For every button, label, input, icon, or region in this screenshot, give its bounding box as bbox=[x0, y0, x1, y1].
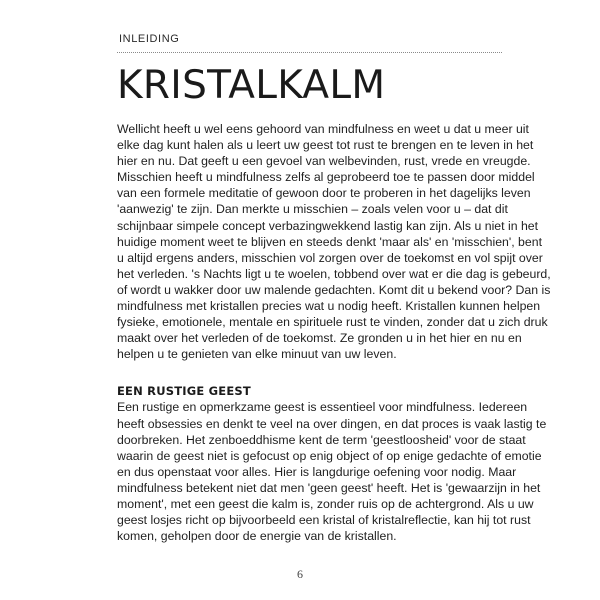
text-line: doorbreken. Het zenboeddhisme kent de term 'geestloosheid' voor de staat bbox=[117, 432, 526, 447]
text-line: moment', met een geest die kalm is, zonder ruis op de achtergrond. Als u uw bbox=[117, 496, 534, 511]
text-line: mindfulness met kristallen precies wat u nodig heeft. Kristallen kunnen helpen bbox=[117, 299, 541, 314]
text-line: van een formele meditatie of gewoon door te proberen in het dagelijks leven bbox=[117, 186, 531, 201]
text-line: elke dag kunt halen als u leert uw geest tot rust te brengen en te leven in het bbox=[117, 138, 534, 153]
text-line: Wellicht heeft u wel eens gehoord van mindfulness en weet u dat u meer uit bbox=[117, 122, 529, 136]
text-line: en dus openstaat voor alles. Hier is langdurige oefening voor nodig. Maar bbox=[117, 464, 517, 479]
paragraph-intro bbox=[117, 121, 551, 362]
body-text bbox=[117, 121, 551, 544]
text-line: schijnbaar simpele concept verbazingwekkend lastig kan zijn. Als u niet in het bbox=[117, 218, 539, 233]
text-line: of wordt u wakker door uw malende gedachten. Komt dit u bekend voor? Dan is bbox=[117, 282, 551, 297]
paragraph-rustige-geest bbox=[117, 399, 547, 544]
page-number: 6 bbox=[297, 567, 303, 581]
text-line: helpen u te genieten van elke minuut van uw leven. bbox=[117, 347, 397, 362]
section-subheading: EEN RUSTIGE GEEST bbox=[117, 384, 251, 399]
running-head: INLEIDING bbox=[119, 33, 180, 45]
text-line: heeft obsessies en denkt te veel na over dingen, en dat proces is vaak lastig te bbox=[117, 416, 547, 431]
text-line: Misschien heeft u mindfulness zelfs al geprobeerd toe te passen door middel bbox=[117, 170, 535, 185]
paragraph-gap bbox=[117, 362, 509, 383]
text-line: hier en nu. Dat geeft u een gevoel van welbevinden, rust, vrede en vreugde. bbox=[117, 154, 531, 169]
text-line: komen, geholpen door de energie van de kristallen. bbox=[117, 529, 397, 544]
text-line: Een rustige en opmerkzame geest is essentieel voor mindfulness. Iedereen bbox=[117, 400, 528, 415]
text-line: waarin de geest niet is gefocust op enig object of op enige gedachte of emotie bbox=[117, 448, 542, 463]
chapter-title: KRISTALKALM bbox=[117, 63, 386, 108]
text-line: fysieke, emotionele, mentale en spirituele rust te vinden, zonder dat u zich druk bbox=[117, 315, 548, 330]
text-line: het verleden. 's Nachts ligt u te woelen, tobbend over wat er die dag is gebeurd, bbox=[117, 266, 551, 281]
dotted-rule bbox=[117, 52, 502, 53]
text-line: huidige moment weet te blijven en steeds denkt 'maar als' en 'misschien', bent bbox=[117, 234, 542, 249]
text-line: u altijd ergens anders, misschien vol zorgen over de toekomst en vol spijt over bbox=[117, 250, 543, 265]
text-line: 'aanwezig' te zijn. Dan merkte u misschien – zoals velen voor u – dat dit bbox=[117, 202, 508, 217]
text-line: maakt over het verleden of de toekomst. Ze gronden u in het hier en nu en bbox=[117, 331, 522, 346]
text-line: geest losjes richt op bijvoorbeeld een kristal of kristalreflectie, kan hij tot rust bbox=[117, 513, 531, 528]
text-line: mindfulness betekent niet dat men 'geen geest' heeft. Het is 'gewaarzijn in het bbox=[117, 480, 541, 495]
